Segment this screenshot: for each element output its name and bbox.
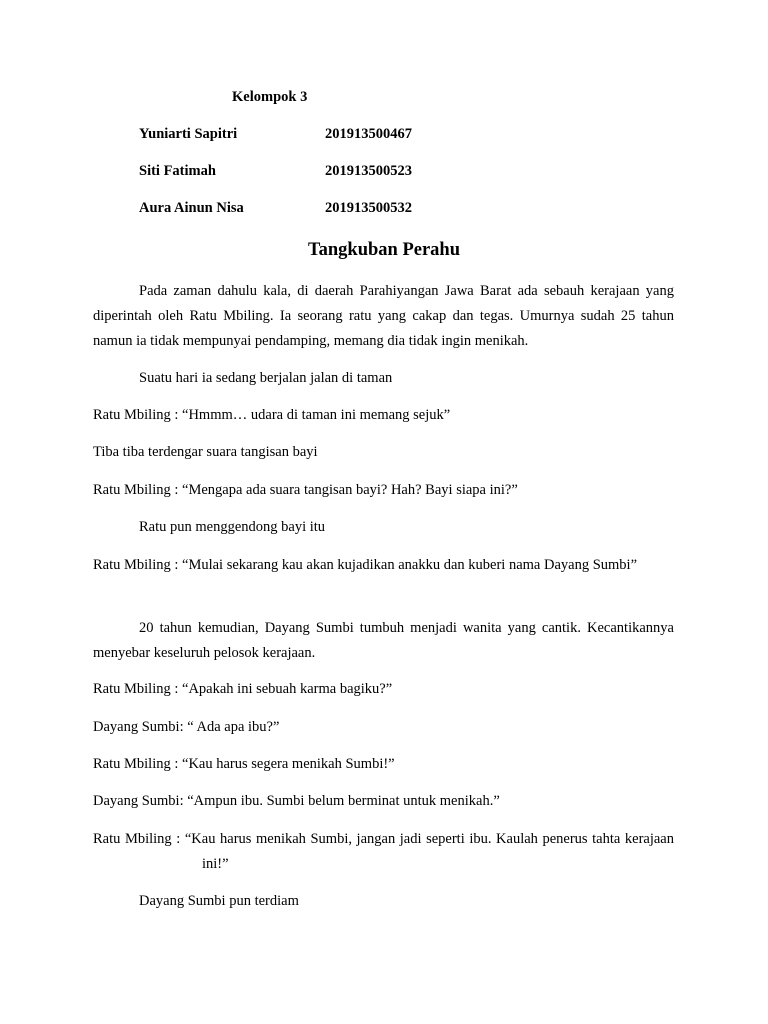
dialogue-6: Ratu Mbiling : “Kau harus segera menikah Sumbi!” <box>93 756 395 772</box>
member-id-2: 201913500523 <box>325 163 412 179</box>
paragraph-1: Pada zaman dahulu kala, di daerah Parahiyangan Jawa Barat ada sebauh kerajaan yang diperintah oleh Ratu Mbiling. Ia seorang ratu yang cakap dan tegas. Umurnya sudah 25 tahun namun ia tidak mempunyai pendamping, memang dia tidak ingin menikah. <box>93 283 674 349</box>
paragraph-4: Ratu pun menggendong bayi itu <box>139 519 326 535</box>
dialogue-7: Dayang Sumbi: “Ampun ibu. Sumbi belum berminat untuk menikah.” <box>93 793 500 809</box>
paragraph-5: 20 tahun kemudian, Dayang Sumbi tumbuh menjadi wanita yang cantik. Kecantikannya menyebar keseluruh pelosok kerajaan. <box>93 620 674 661</box>
dialogue-4: Ratu Mbiling : “Apakah ini sebuah karma bagiku?” <box>93 681 393 697</box>
dialogue-1: Ratu Mbiling : “Hmmm… udara di taman ini memang sejuk” <box>93 407 451 423</box>
member-name-2: Siti Fatimah <box>139 163 216 179</box>
paragraph-6: Dayang Sumbi pun terdiam <box>139 893 299 909</box>
member-id-1: 201913500467 <box>325 126 412 142</box>
group-label: Kelompok 3 <box>232 89 308 105</box>
paragraph-2: Suatu hari ia sedang berjalan jalan di taman <box>139 370 393 386</box>
paragraph-3: Tiba tiba terdengar suara tangisan bayi <box>93 444 318 460</box>
dialogue-3: Ratu Mbiling : “Mulai sekarang kau akan kujadikan anakku dan kuberi nama Dayang Sumbi” <box>93 557 638 573</box>
dialogue-2: Ratu Mbiling : “Mengapa ada suara tangisan bayi? Hah? Bayi siapa ini?” <box>93 482 518 498</box>
member-id-3: 201913500532 <box>325 200 412 216</box>
member-name-1: Yuniarti Sapitri <box>139 126 238 142</box>
story-title: Tangkuban Perahu <box>307 240 460 260</box>
member-name-3: Aura Ainun Nisa <box>139 200 244 216</box>
dialogue-8: Ratu Mbiling : “Kau harus menikah Sumbi, jangan jadi seperti ibu. Kaulah penerus tahta kerajaan ini!” <box>93 831 674 872</box>
dialogue-5: Dayang Sumbi: “ Ada apa ibu?” <box>93 719 280 735</box>
